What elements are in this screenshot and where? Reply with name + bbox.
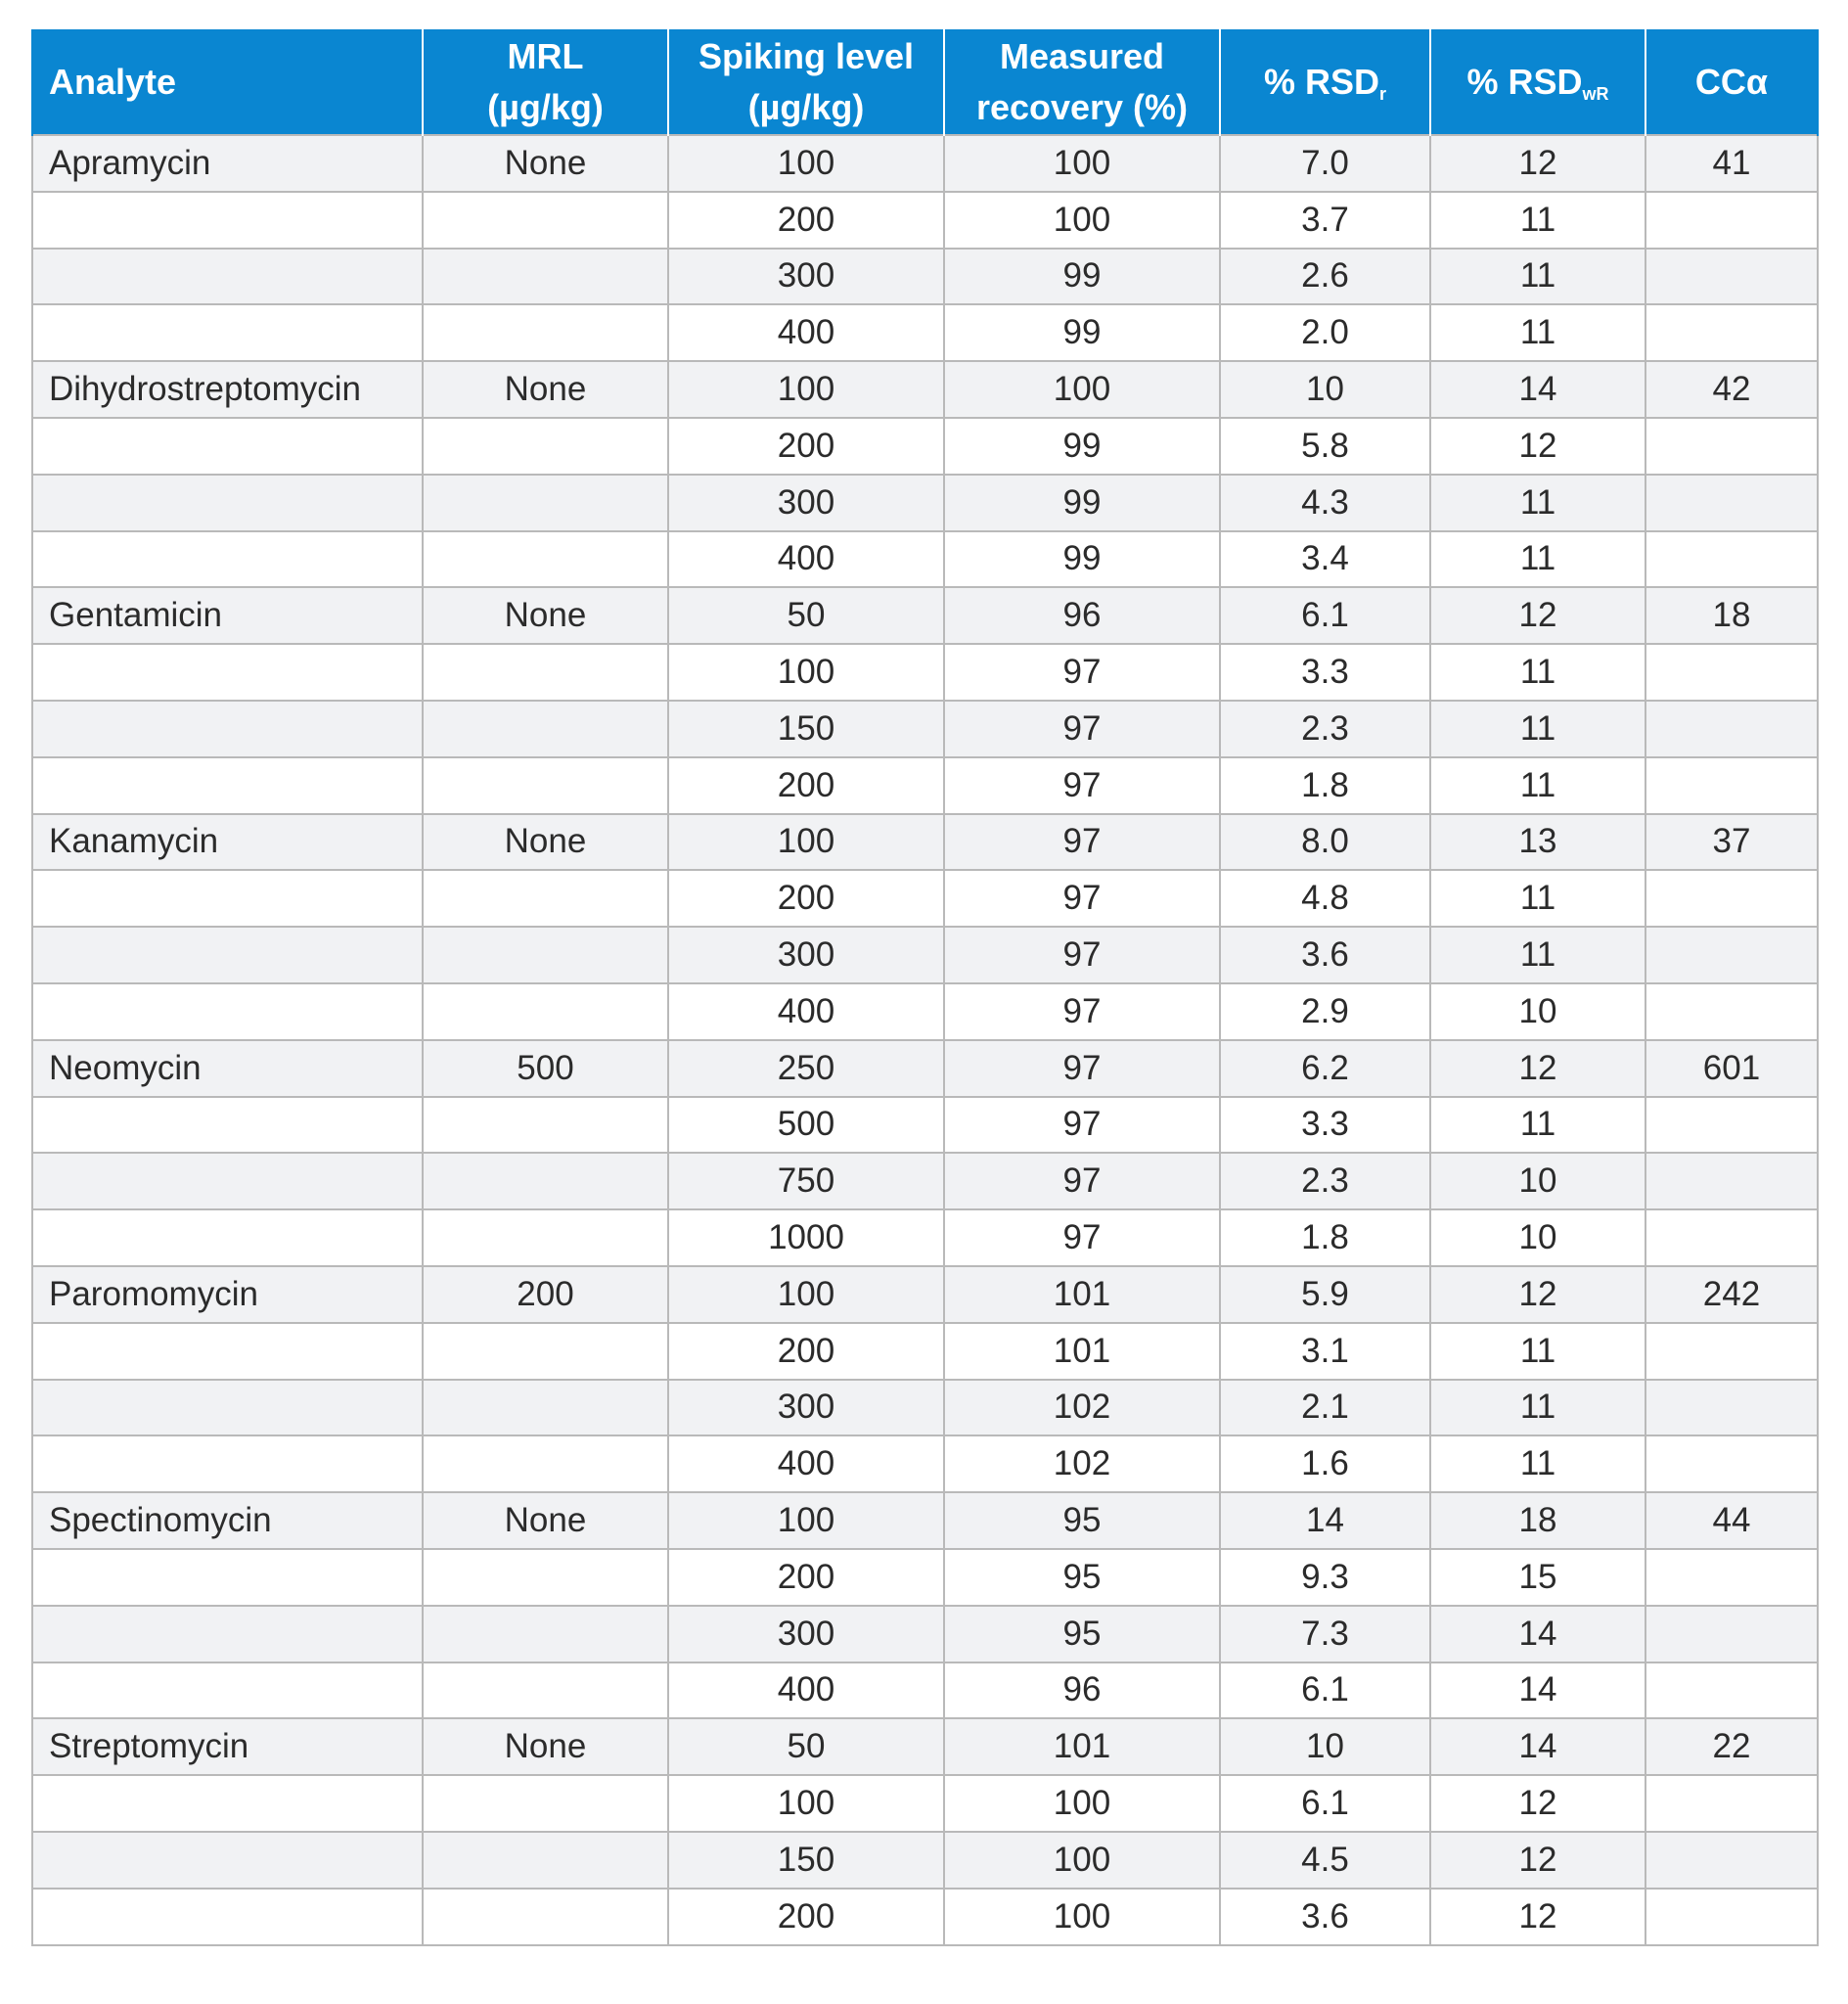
cell-analyte	[32, 701, 423, 757]
cell-measured-recovery: 97	[944, 983, 1220, 1040]
table-row	[32, 701, 1818, 757]
table-header	[32, 29, 1818, 135]
cell-rsd-wr: 11	[1430, 531, 1645, 588]
cell-measured-recovery: 102	[944, 1435, 1220, 1492]
cell-cc-alpha	[1645, 192, 1818, 249]
cell-rsd-r: 9.3	[1220, 1549, 1430, 1606]
table-row	[32, 1209, 1818, 1266]
cell-rsd-wr: 12	[1430, 418, 1645, 475]
cell-measured-recovery: 97	[944, 870, 1220, 927]
cell-rsd-wr: 11	[1430, 701, 1645, 757]
header-measured-recovery	[944, 29, 1220, 135]
cell-rsd-r: 6.1	[1220, 1662, 1430, 1719]
cell-rsd-wr: 11	[1430, 1380, 1645, 1436]
cell-measured-recovery: 97	[944, 1209, 1220, 1266]
cell-mrl: None	[423, 1492, 668, 1549]
cell-analyte	[32, 1775, 423, 1832]
cell-mrl: None	[423, 1718, 668, 1775]
cell-rsd-wr: 15	[1430, 1549, 1645, 1606]
table-row	[32, 757, 1818, 814]
header-cc-alpha-label: CCα	[1694, 61, 1769, 102]
cell-spiking-level: 50	[668, 1718, 944, 1775]
cell-measured-recovery: 97	[944, 1097, 1220, 1154]
cell-rsd-wr: 11	[1430, 1097, 1645, 1154]
cell-spiking-level: 400	[668, 531, 944, 588]
cell-mrl	[423, 870, 668, 927]
table-row	[32, 1889, 1818, 1945]
cell-cc-alpha: 37	[1645, 814, 1818, 871]
cell-spiking-level: 100	[668, 1492, 944, 1549]
cell-measured-recovery: 99	[944, 249, 1220, 305]
cell-measured-recovery: 97	[944, 701, 1220, 757]
cell-mrl	[423, 249, 668, 305]
cell-cc-alpha	[1645, 249, 1818, 305]
cell-mrl	[423, 192, 668, 249]
cell-spiking-level: 300	[668, 1380, 944, 1436]
cell-rsd-wr: 12	[1430, 587, 1645, 644]
cell-cc-alpha: 601	[1645, 1040, 1818, 1097]
cell-analyte	[32, 418, 423, 475]
cell-measured-recovery: 97	[944, 644, 1220, 701]
cell-mrl: None	[423, 587, 668, 644]
cell-cc-alpha	[1645, 475, 1818, 531]
table-row	[32, 1097, 1818, 1154]
cell-rsd-wr: 11	[1430, 1435, 1645, 1492]
cell-spiking-level: 50	[668, 587, 944, 644]
header-rsd-wr-main: % RSD	[1466, 61, 1583, 102]
cell-rsd-wr: 12	[1430, 1889, 1645, 1945]
cell-cc-alpha	[1645, 870, 1818, 927]
cell-mrl	[423, 927, 668, 983]
cell-measured-recovery: 100	[944, 1832, 1220, 1889]
cell-analyte	[32, 1435, 423, 1492]
cell-cc-alpha	[1645, 1606, 1818, 1662]
cell-rsd-r: 2.6	[1220, 249, 1430, 305]
cell-spiking-level: 400	[668, 1435, 944, 1492]
cell-spiking-level: 200	[668, 870, 944, 927]
cell-spiking-level: 1000	[668, 1209, 944, 1266]
cell-rsd-wr: 14	[1430, 1662, 1645, 1719]
cell-mrl	[423, 1549, 668, 1606]
cell-spiking-level: 200	[668, 1889, 944, 1945]
cell-analyte	[32, 927, 423, 983]
cell-cc-alpha	[1645, 1662, 1818, 1719]
table-row	[32, 418, 1818, 475]
table-row	[32, 1718, 1818, 1775]
cell-rsd-r: 3.6	[1220, 927, 1430, 983]
table-row	[32, 1266, 1818, 1323]
cell-measured-recovery: 100	[944, 361, 1220, 418]
cell-analyte	[32, 870, 423, 927]
cell-measured-recovery: 99	[944, 531, 1220, 588]
cell-mrl	[423, 1153, 668, 1209]
cell-rsd-wr: 11	[1430, 644, 1645, 701]
cell-cc-alpha	[1645, 1775, 1818, 1832]
cell-cc-alpha	[1645, 1153, 1818, 1209]
cell-cc-alpha: 44	[1645, 1492, 1818, 1549]
cell-analyte	[32, 1662, 423, 1719]
cell-measured-recovery: 96	[944, 1662, 1220, 1719]
table-row	[32, 1606, 1818, 1662]
cell-rsd-r: 7.0	[1220, 135, 1430, 192]
cell-measured-recovery: 99	[944, 475, 1220, 531]
cell-analyte	[32, 249, 423, 305]
cell-analyte	[32, 1323, 423, 1380]
cell-mrl	[423, 701, 668, 757]
cell-cc-alpha	[1645, 701, 1818, 757]
header-rsd-r-subscript: r	[1379, 83, 1387, 104]
cell-spiking-level: 250	[668, 1040, 944, 1097]
table-row	[32, 814, 1818, 871]
header-rsd-r-main: % RSD	[1263, 61, 1379, 102]
cell-spiking-level: 150	[668, 1832, 944, 1889]
cell-spiking-level: 300	[668, 927, 944, 983]
cell-rsd-r: 2.9	[1220, 983, 1430, 1040]
cell-measured-recovery: 95	[944, 1606, 1220, 1662]
header-mrl-line1: MRL	[507, 35, 584, 76]
table-row	[32, 1153, 1818, 1209]
cell-rsd-wr: 14	[1430, 1718, 1645, 1775]
cell-rsd-r: 2.3	[1220, 1153, 1430, 1209]
cell-measured-recovery: 95	[944, 1492, 1220, 1549]
cell-analyte	[32, 1209, 423, 1266]
cell-rsd-wr: 12	[1430, 135, 1645, 192]
cell-rsd-r: 3.7	[1220, 192, 1430, 249]
cell-rsd-r: 2.3	[1220, 701, 1430, 757]
cell-cc-alpha: 41	[1645, 135, 1818, 192]
cell-mrl: None	[423, 814, 668, 871]
cell-rsd-wr: 14	[1430, 361, 1645, 418]
cell-analyte	[32, 1549, 423, 1606]
cell-analyte: Dihydrostreptomycin	[32, 361, 423, 418]
table-row	[32, 983, 1818, 1040]
cell-rsd-wr: 11	[1430, 1323, 1645, 1380]
cell-analyte: Kanamycin	[32, 814, 423, 871]
cell-analyte: Gentamicin	[32, 587, 423, 644]
cell-cc-alpha	[1645, 927, 1818, 983]
cell-mrl	[423, 1323, 668, 1380]
cell-cc-alpha	[1645, 644, 1818, 701]
cell-rsd-r: 10	[1220, 1718, 1430, 1775]
cell-cc-alpha	[1645, 1380, 1818, 1436]
cell-cc-alpha: 42	[1645, 361, 1818, 418]
cell-cc-alpha	[1645, 304, 1818, 361]
cell-rsd-r: 7.3	[1220, 1606, 1430, 1662]
cell-rsd-r: 3.3	[1220, 644, 1430, 701]
cell-measured-recovery: 97	[944, 927, 1220, 983]
cell-cc-alpha	[1645, 983, 1818, 1040]
cell-mrl: 200	[423, 1266, 668, 1323]
cell-rsd-r: 4.8	[1220, 870, 1430, 927]
cell-rsd-r: 4.3	[1220, 475, 1430, 531]
cell-rsd-wr: 11	[1430, 304, 1645, 361]
cell-rsd-r: 3.1	[1220, 1323, 1430, 1380]
cell-spiking-level: 200	[668, 757, 944, 814]
cell-cc-alpha: 242	[1645, 1266, 1818, 1323]
cell-rsd-wr: 12	[1430, 1832, 1645, 1889]
cell-mrl	[423, 304, 668, 361]
cell-rsd-r: 8.0	[1220, 814, 1430, 871]
cell-rsd-wr: 10	[1430, 1209, 1645, 1266]
cell-measured-recovery: 97	[944, 814, 1220, 871]
cell-rsd-wr: 11	[1430, 192, 1645, 249]
table-row	[32, 192, 1818, 249]
cell-measured-recovery: 102	[944, 1380, 1220, 1436]
cell-rsd-wr: 11	[1430, 249, 1645, 305]
cell-spiking-level: 400	[668, 304, 944, 361]
table-row	[32, 1323, 1818, 1380]
table-row	[32, 361, 1818, 418]
cell-cc-alpha: 18	[1645, 587, 1818, 644]
cell-analyte: Spectinomycin	[32, 1492, 423, 1549]
header-spiking-line1: Spiking level	[698, 35, 915, 76]
cell-rsd-wr: 13	[1430, 814, 1645, 871]
cell-measured-recovery: 97	[944, 1040, 1220, 1097]
cell-rsd-r: 1.8	[1220, 757, 1430, 814]
cell-cc-alpha: 22	[1645, 1718, 1818, 1775]
cell-measured-recovery: 100	[944, 192, 1220, 249]
table-row	[32, 304, 1818, 361]
table-row	[32, 135, 1818, 192]
cell-spiking-level: 200	[668, 1549, 944, 1606]
cell-cc-alpha	[1645, 1097, 1818, 1154]
cell-spiking-level: 300	[668, 475, 944, 531]
cell-mrl	[423, 1889, 668, 1945]
cell-analyte	[32, 1380, 423, 1436]
cell-rsd-wr: 11	[1430, 927, 1645, 983]
cell-mrl	[423, 1097, 668, 1154]
cell-rsd-r: 10	[1220, 361, 1430, 418]
table-row	[32, 870, 1818, 927]
cell-rsd-wr: 12	[1430, 1775, 1645, 1832]
table-row	[32, 1492, 1818, 1549]
cell-cc-alpha	[1645, 1549, 1818, 1606]
cell-rsd-wr: 11	[1430, 475, 1645, 531]
cell-mrl	[423, 1662, 668, 1719]
cell-mrl: 500	[423, 1040, 668, 1097]
cell-mrl	[423, 531, 668, 588]
cell-analyte	[32, 1097, 423, 1154]
table-row	[32, 1435, 1818, 1492]
cell-analyte	[32, 1606, 423, 1662]
table-row	[32, 1380, 1818, 1436]
cell-spiking-level: 100	[668, 135, 944, 192]
cell-mrl	[423, 1832, 668, 1889]
cell-mrl	[423, 418, 668, 475]
cell-spiking-level: 300	[668, 249, 944, 305]
cell-mrl	[423, 644, 668, 701]
table-row	[32, 927, 1818, 983]
cell-spiking-level: 100	[668, 1266, 944, 1323]
table-row	[32, 587, 1818, 644]
cell-rsd-wr: 14	[1430, 1606, 1645, 1662]
cell-spiking-level: 100	[668, 361, 944, 418]
header-rsd-r	[1220, 29, 1430, 135]
cell-mrl	[423, 1606, 668, 1662]
cell-mrl	[423, 475, 668, 531]
cell-spiking-level: 500	[668, 1097, 944, 1154]
cell-rsd-r: 2.0	[1220, 304, 1430, 361]
results-table-container	[31, 29, 1817, 1946]
cell-rsd-r: 3.3	[1220, 1097, 1430, 1154]
cell-cc-alpha	[1645, 1435, 1818, 1492]
table-row	[32, 1832, 1818, 1889]
cell-mrl	[423, 1775, 668, 1832]
cell-spiking-level: 100	[668, 1775, 944, 1832]
cell-spiking-level: 750	[668, 1153, 944, 1209]
header-row	[32, 29, 1818, 135]
header-mrl-line2: (µg/kg)	[487, 86, 604, 127]
cell-rsd-wr: 11	[1430, 870, 1645, 927]
cell-rsd-wr: 18	[1430, 1492, 1645, 1549]
header-rsd-wr	[1430, 29, 1645, 135]
cell-measured-recovery: 101	[944, 1266, 1220, 1323]
table-row	[32, 531, 1818, 588]
cell-rsd-r: 3.6	[1220, 1889, 1430, 1945]
validation-results-table	[31, 29, 1819, 1946]
cell-rsd-wr: 11	[1430, 757, 1645, 814]
cell-spiking-level: 200	[668, 192, 944, 249]
cell-analyte: Neomycin	[32, 1040, 423, 1097]
cell-rsd-r: 1.6	[1220, 1435, 1430, 1492]
cell-cc-alpha	[1645, 1209, 1818, 1266]
cell-analyte: Paromomycin	[32, 1266, 423, 1323]
cell-mrl	[423, 757, 668, 814]
cell-spiking-level: 200	[668, 418, 944, 475]
cell-rsd-wr: 10	[1430, 1153, 1645, 1209]
cell-cc-alpha	[1645, 1323, 1818, 1380]
cell-mrl: None	[423, 361, 668, 418]
cell-rsd-r: 6.2	[1220, 1040, 1430, 1097]
cell-rsd-wr: 10	[1430, 983, 1645, 1040]
header-analyte	[32, 29, 423, 135]
cell-measured-recovery: 100	[944, 1889, 1220, 1945]
cell-analyte	[32, 644, 423, 701]
cell-cc-alpha	[1645, 531, 1818, 588]
cell-rsd-r: 2.1	[1220, 1380, 1430, 1436]
cell-analyte	[32, 757, 423, 814]
header-mrl	[423, 29, 668, 135]
cell-measured-recovery: 100	[944, 135, 1220, 192]
cell-cc-alpha	[1645, 757, 1818, 814]
table-row	[32, 1662, 1818, 1719]
table-row	[32, 1040, 1818, 1097]
cell-rsd-r: 6.1	[1220, 1775, 1430, 1832]
table-row	[32, 1775, 1818, 1832]
header-spiking-line2: (µg/kg)	[747, 86, 865, 127]
table-row	[32, 1549, 1818, 1606]
cell-analyte	[32, 192, 423, 249]
cell-cc-alpha	[1645, 418, 1818, 475]
cell-cc-alpha	[1645, 1832, 1818, 1889]
cell-spiking-level: 300	[668, 1606, 944, 1662]
cell-measured-recovery: 101	[944, 1718, 1220, 1775]
cell-rsd-wr: 12	[1430, 1040, 1645, 1097]
cell-measured-recovery: 97	[944, 757, 1220, 814]
cell-analyte	[32, 531, 423, 588]
table-row	[32, 249, 1818, 305]
cell-spiking-level: 200	[668, 1323, 944, 1380]
cell-mrl	[423, 1380, 668, 1436]
cell-rsd-r: 5.8	[1220, 418, 1430, 475]
cell-spiking-level: 100	[668, 644, 944, 701]
cell-analyte	[32, 304, 423, 361]
cell-analyte	[32, 1832, 423, 1889]
cell-analyte: Apramycin	[32, 135, 423, 192]
cell-measured-recovery: 96	[944, 587, 1220, 644]
cell-measured-recovery: 99	[944, 304, 1220, 361]
cell-rsd-r: 4.5	[1220, 1832, 1430, 1889]
cell-rsd-r: 3.4	[1220, 531, 1430, 588]
cell-measured-recovery: 101	[944, 1323, 1220, 1380]
cell-analyte	[32, 983, 423, 1040]
cell-spiking-level: 400	[668, 983, 944, 1040]
header-recovery-line1: Measured	[999, 35, 1165, 76]
cell-analyte	[32, 475, 423, 531]
header-recovery-line2: recovery (%)	[975, 86, 1189, 127]
table-body	[32, 135, 1818, 1945]
cell-mrl: None	[423, 135, 668, 192]
cell-rsd-r: 5.9	[1220, 1266, 1430, 1323]
cell-analyte	[32, 1889, 423, 1945]
cell-spiking-level: 400	[668, 1662, 944, 1719]
cell-measured-recovery: 97	[944, 1153, 1220, 1209]
table-row	[32, 644, 1818, 701]
header-analyte-label: Analyte	[49, 61, 177, 102]
cell-cc-alpha	[1645, 1889, 1818, 1945]
header-rsd-wr-subscript: wR	[1582, 83, 1609, 104]
cell-analyte	[32, 1153, 423, 1209]
table-row	[32, 475, 1818, 531]
cell-mrl	[423, 1209, 668, 1266]
cell-rsd-r: 6.1	[1220, 587, 1430, 644]
cell-rsd-wr: 12	[1430, 1266, 1645, 1323]
cell-spiking-level: 100	[668, 814, 944, 871]
cell-measured-recovery: 100	[944, 1775, 1220, 1832]
cell-spiking-level: 150	[668, 701, 944, 757]
header-cc-alpha	[1645, 29, 1818, 135]
header-spiking-level	[668, 29, 944, 135]
cell-rsd-r: 14	[1220, 1492, 1430, 1549]
cell-measured-recovery: 95	[944, 1549, 1220, 1606]
cell-analyte: Streptomycin	[32, 1718, 423, 1775]
cell-mrl	[423, 983, 668, 1040]
cell-mrl	[423, 1435, 668, 1492]
cell-measured-recovery: 99	[944, 418, 1220, 475]
cell-rsd-r: 1.8	[1220, 1209, 1430, 1266]
